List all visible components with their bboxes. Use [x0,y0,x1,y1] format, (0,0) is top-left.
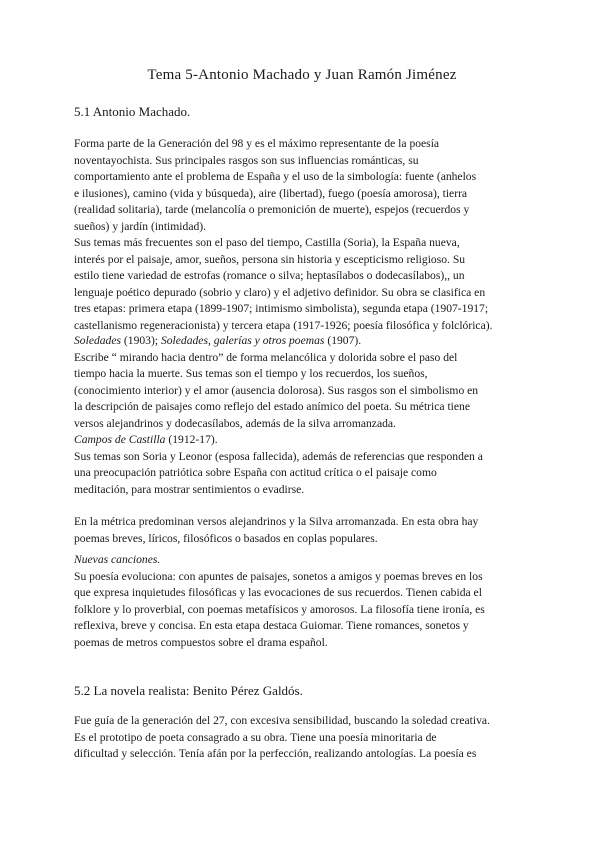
text-line: (realidad solitaria), tarde (melancolía o premonición de muerte), espejos (recuerdos y [74,203,470,217]
text-line: Forma parte de la Generación del 98 y es el máximo representante de la poesía [74,137,440,150]
text-line: Sus temas son Soria y Leonor (esposa fallecida), además de referencias que responden a [74,449,483,463]
text-line: e ilusiones), camino (vida y búsqueda), aire (libertad), fuego (poesía amorosa), tierra [74,186,468,200]
text-line: noventayochista. Sus principales rasgos son sus influencias románticas, su [74,153,419,167]
paragraph-themes [74,235,530,335]
text-line: lenguaje poético depurado (sobrio y claro) y el adjetivo definidor. Su obra se clasifica en [74,285,486,299]
paragraph-nuevas [74,552,530,652]
work-year: (1907). [324,334,362,347]
work-title-line [74,432,530,449]
section-heading-machado: 5.1 Antonio Machado. [74,104,191,119]
text-line: comportamiento ante el problema de España y el uso de la simbología: fuente (anhelos [74,170,477,184]
text-line: Sus temas más frecuentes son el paso del tiempo, Castilla (Soria), la España nueva, [74,236,460,249]
text-line: En la métrica predominan versos alejandrinos y la Silva arromanzada. En esta obra hay [74,515,479,528]
text-line: Su poesía evoluciona: con apuntes de paisajes, sonetos a amigos y poemas breves en los [74,569,483,583]
work-year: (1912-17). [165,433,218,446]
text-line: la descripción de paisajes como reflejo del estado anímico del poeta. Su métrica tiene [74,400,470,414]
text-line: meditación, para mostrar sentimientos o evadirse. [74,482,305,496]
text-line: castellanismo regeneracionista) y tercera etapa (1917-1926; poesía filosófica y folclórica). [74,318,493,332]
text-line: reflexiva, breve y concisa. En esta etapa destaca Guiomar. Tiene romances, sonetos y [74,619,469,633]
text-line: interés por el paisaje, amor, sueños, persona sin historia y escepticismo religioso. Su [74,252,466,266]
document-title: Tema 5-Antonio Machado y Juan Ramón Jiménez [147,67,457,83]
paragraph-metrica [74,514,530,547]
text-line: estilo tiene variedad de estrofas (romance o silva; heptasílabos o dodecasílabos),, un [74,269,465,283]
paragraph-soledades [74,333,530,433]
text-line: tiempo hacia la muerte. Sus temas son el tiempo y los recuerdos, los sueños, [74,367,428,381]
text-line: dificultad y selección. Tenía afán por la perfección, realizando antologías. La poesía es [74,747,477,761]
work-title-line [74,333,530,350]
work-title-campos: Campos de Castilla [74,433,166,446]
text-line: folklore y lo proverbial, con poemas metafísicos y amorosos. La filosofía tiene ironía, es [74,602,485,616]
work-title-soledades: Soledades [74,334,122,347]
paragraph-intro [74,136,530,236]
text-line: que expresa inquietudes filosóficas y las evocaciones de sus recuerdos. Tienen cabida el [74,586,482,600]
text-line: Es el prototipo de poeta consagrado a su obra. Tiene una poesía minoritaria de [74,730,437,744]
text-line: poemas de metros compuestos sobre el drama español. [74,635,328,649]
text-line: (conocimiento interior) y el amor (ausencia dolorosa). Sus rasgos son el simbolismo en [74,383,479,397]
text-line: poemas breves, líricos, filosóficos o basados en coplas populares. [74,531,378,545]
work-title-galerias: Soledades, galerías y otros poemas [160,334,325,347]
text-line: Fue guía de la generación del 27, con excesiva sensibilidad, buscando la soledad creativa. [74,714,490,727]
section-heading-galdos: 5.2 La novela realista: Benito Pérez Galdós. [74,683,303,698]
work-title-nuevas: Nuevas canciones. [74,553,161,566]
text-line: sueños) y jardín (intimidad). [74,219,207,233]
text-line: tres etapas: primera etapa (1899-1907; intimismo simbolista), segunda etapa (1907-1917; [74,302,489,316]
text-line: una preocupación patriótica sobre España con actitud crítica o el paisaje como [74,466,437,480]
text-line: Escribe “ mirando hacia dentro” de forma melancólica y dolorida sobre el paso del [74,350,458,364]
paragraph-section2 [74,713,530,763]
text-line: versos alejandrinos y dodecasílabos, además de la silva arromanzada. [74,416,396,430]
work-year: (1903); [121,334,161,347]
paragraph-campos [74,432,530,498]
